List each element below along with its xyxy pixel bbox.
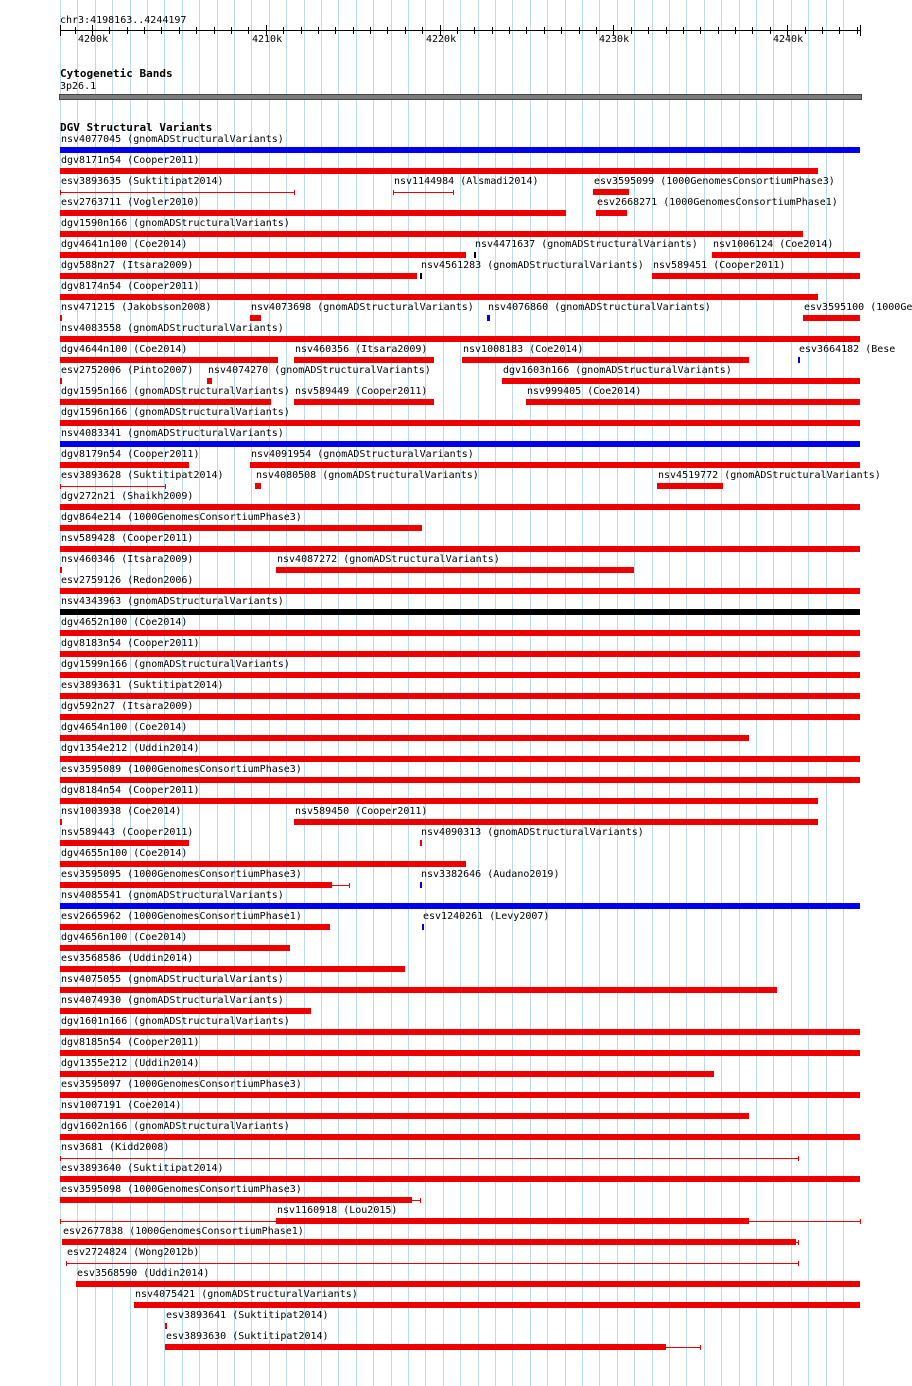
variant-end-cap [798,1240,799,1245]
variant-bar[interactable] [60,714,860,720]
minor-tick [561,27,562,34]
minor-tick [509,27,510,34]
variant-end-cap [860,1219,861,1224]
variant-bar[interactable] [60,1008,311,1014]
variant-label: esv2759126 (Redon2006) [61,575,194,586]
minor-tick [683,27,684,34]
variant-bar[interactable] [165,1344,666,1350]
variant-label: esv3568590 (Uddin2014) [77,1268,210,1279]
minor-tick [196,27,197,34]
variant-label: dgv1601n166 (gnomADStructuralVariants) [61,1016,290,1027]
variant-label: nsv589428 (Cooper2011) [61,533,194,544]
variant-bar[interactable] [60,1029,860,1035]
variant-label: nsv4083558 (gnomADStructuralVariants) [61,323,284,334]
minor-tick [735,27,736,34]
location-label: chr3:4198163..4244197 [60,15,187,26]
variant-label: dgv1602n166 (gnomADStructuralVariants) [61,1121,290,1132]
minor-tick [214,27,215,34]
minor-tick [666,27,667,34]
variant-bar[interactable] [60,546,860,552]
variant-bar[interactable] [255,483,261,489]
variant-label: esv3595098 (1000GenomesConsortiumPhase3) [61,1184,302,1195]
variant-bar[interactable] [60,1092,860,1098]
variant-bar[interactable] [294,357,434,363]
variant-bar[interactable] [420,273,422,279]
variant-label: nsv589451 (Cooper2011) [653,260,786,271]
variant-bar[interactable] [66,1263,798,1264]
variant-bar[interactable] [60,588,860,594]
variant-bar[interactable] [798,357,800,363]
variant-label: nsv460356 (Itsara2009) [295,344,428,355]
variant-bar[interactable] [487,315,490,321]
variant-end-cap [453,190,454,195]
minor-tick [579,27,580,34]
variant-bar[interactable] [165,1323,167,1329]
variant-label: esv3595089 (1000GenomesConsortiumPhase3) [61,764,302,775]
variant-label: nsv1160918 (Lou2015) [277,1205,398,1216]
dgv-track-title: DGV Structural Variants [60,121,213,134]
variant-bar[interactable] [60,840,189,846]
minor-tick [318,27,319,34]
variant-bar[interactable] [422,924,424,930]
variant-bar[interactable] [250,315,261,321]
variant-label: esv2752006 (Pinto2007) [61,365,194,376]
variant-bar[interactable] [60,231,803,237]
variant-label: nsv4087272 (gnomADStructuralVariants) [277,554,500,565]
variant-bar[interactable] [276,567,634,573]
variant-bar[interactable] [474,252,476,258]
ruler-end-tick [60,25,61,36]
variant-bar[interactable] [462,357,749,363]
minor-tick [492,27,493,34]
minor-tick [718,27,719,34]
variant-bar[interactable] [60,504,860,510]
variant-label: dgv1596n166 (gnomADStructuralVariants) [61,407,290,418]
variant-bar[interactable] [712,252,860,258]
variant-label: nsv589443 (Cooper2011) [61,827,194,838]
variant-label: nsv4075421 (gnomADStructuralVariants) [135,1289,358,1300]
minor-tick [405,27,406,34]
variant-label: esv3893630 (Suktitipat2014) [166,1331,329,1342]
variant-label: dgv1603n166 (gnomADStructuralVariants) [503,365,732,376]
variant-label: nsv4076860 (gnomADStructuralVariants) [488,302,711,313]
variant-label: dgv4654n100 (Coe2014) [61,722,188,733]
minor-tick [631,27,632,34]
cytoband-label: 3p26.1 [60,81,97,92]
variant-bar[interactable] [596,210,627,216]
minor-tick [161,27,162,34]
variant-label: dgv4644n100 (Coe2014) [61,344,188,355]
variant-bar[interactable] [60,609,860,615]
tick-label: 4200k [78,34,109,45]
variant-bar[interactable] [60,336,860,342]
variant-end-cap [798,1156,799,1161]
variant-end-cap [60,1219,61,1224]
variant-bar[interactable] [60,357,278,363]
minor-tick [301,27,302,34]
variant-label: dgv1595n166 (gnomADStructuralVariants) [61,386,290,397]
minor-tick [353,27,354,34]
variant-bar[interactable] [62,1239,796,1245]
variant-bar[interactable] [60,672,860,678]
minor-tick [526,27,527,34]
minor-tick [822,27,823,34]
tick-label: 4240k [773,34,804,45]
variant-label: esv2677838 (1000GenomesConsortiumPhase1) [63,1226,304,1237]
minor-tick [596,27,597,34]
variant-bar[interactable] [60,168,818,174]
minor-tick [75,27,76,34]
tick-label: 4220k [426,34,457,45]
variant-label: esv3595097 (1000GenomesConsortiumPhase3) [61,1079,302,1090]
variant-label: nsv471215 (Jakobsson2008) [61,302,212,313]
variant-bar[interactable] [652,273,860,279]
variant-label: nsv4561283 (gnomADStructuralVariants) [421,260,644,271]
variant-label: esv3893640 (Suktitipat2014) [61,1163,224,1174]
variant-label: nsv1144984 (Alsmadi2014) [394,176,539,187]
variant-label: dgv8174n54 (Cooper2011) [61,281,200,292]
variant-bar[interactable] [393,192,453,193]
variant-bar[interactable] [60,903,860,909]
variant-bar[interactable] [60,441,860,447]
variant-bar[interactable] [803,315,860,321]
minor-tick [370,27,371,34]
variant-bar[interactable] [420,840,422,846]
variant-label: nsv4075055 (gnomADStructuralVariants) [61,974,284,985]
variant-bar[interactable] [60,693,860,699]
minor-tick [144,27,145,34]
variant-label: nsv460346 (Itsara2009) [61,554,194,565]
variant-bar[interactable] [60,1071,714,1077]
variant-bar[interactable] [60,756,860,762]
variant-bar[interactable] [60,945,290,951]
variant-end-cap [798,1261,799,1266]
variant-label: esv2668271 (1000GenomesConsortiumPhase1) [597,197,838,208]
variant-label: nsv4074930 (gnomADStructuralVariants) [61,995,284,1006]
cytoband-track-title: Cytogenetic Bands [60,67,173,80]
minor-tick [752,27,753,34]
minor-tick [283,27,284,34]
variant-bar[interactable] [60,486,165,487]
variant-label: dgv4652n100 (Coe2014) [61,617,188,628]
minor-tick [770,27,771,34]
variant-label: nsv1008183 (Coe2014) [463,344,584,355]
variant-bar[interactable] [60,987,777,993]
variant-label: dgv8179n54 (Cooper2011) [61,449,200,460]
variant-bar[interactable] [60,273,417,279]
variant-label: dgv8183n54 (Cooper2011) [61,638,200,649]
ruler-axis [60,30,860,31]
variant-bar[interactable] [60,1197,412,1203]
tick-label: 4210k [252,34,283,45]
variant-bar[interactable] [526,399,860,405]
variant-bar[interactable] [593,189,629,195]
minor-tick [839,27,840,34]
variant-label: nsv4080508 (gnomADStructuralVariants) [256,470,479,481]
minor-tick [422,27,423,34]
variant-bar[interactable] [60,210,566,216]
variant-label: dgv4656n100 (Coe2014) [61,932,188,943]
variant-label: nsv1003938 (Coe2014) [61,806,182,817]
variant-bar[interactable] [60,651,860,657]
variant-bar[interactable] [60,294,818,300]
variant-bar[interactable] [60,630,860,636]
minor-tick [231,27,232,34]
ruler-end-tick [860,25,861,36]
variant-bar[interactable] [60,882,332,888]
variant-label: nsv4077045 (gnomADStructuralVariants) [61,134,284,145]
variant-label: dgv1590n166 (gnomADStructuralVariants) [61,218,290,229]
variant-label: esv3664182 (Bese [799,344,896,355]
variant-bar[interactable] [60,315,62,321]
variant-label: nsv4074270 (gnomADStructuralVariants) [208,365,431,376]
variant-label: esv3595095 (1000GenomesConsortiumPhase3) [61,869,302,880]
variant-bar[interactable] [60,777,860,783]
variant-label: dgv8184n54 (Cooper2011) [61,785,200,796]
variant-label: dgv592n27 (Itsara2009) [61,701,194,712]
variant-label: nsv4519772 (gnomADStructuralVariants) [658,470,881,481]
variant-label: esv3893631 (Suktitipat2014) [61,680,224,691]
variant-bar[interactable] [60,567,62,573]
variant-bar[interactable] [207,378,212,384]
variant-label: dgv8171n54 (Cooper2011) [61,155,200,166]
variant-label: esv1240261 (Levy2007) [423,911,550,922]
variant-label: nsv3681 (Kidd2008) [61,1142,170,1153]
variant-bar[interactable] [502,378,860,384]
variant-bar[interactable] [60,525,422,531]
tick-label: 4230k [599,34,630,45]
variant-bar[interactable] [60,252,466,258]
variant-label: esv2724824 (Wong2012b) [67,1247,200,1258]
variant-label: esv3568586 (Uddin2014) [61,953,194,964]
variant-bar[interactable] [76,1281,860,1287]
minor-tick [109,27,110,34]
minor-tick [648,27,649,34]
variant-label: dgv4641n100 (Coe2014) [61,239,188,250]
variant-end-cap [294,190,295,195]
variant-label: nsv4343963 (gnomADStructuralVariants) [61,596,284,607]
variant-label: esv3595100 (1000Ge [804,302,912,313]
variant-bar[interactable] [60,147,860,153]
variant-bar[interactable] [294,819,818,825]
minor-tick [248,27,249,34]
minor-tick [335,27,336,34]
variant-bar[interactable] [60,924,330,930]
variant-bar[interactable] [60,1158,798,1159]
variant-bar[interactable] [60,462,189,468]
variant-label: esv3893635 (Suktitipat2014) [61,176,224,187]
variant-bar[interactable] [60,819,62,825]
variant-label: nsv1006124 (Coe2014) [713,239,834,250]
variant-bar[interactable] [60,966,405,972]
variant-label: dgv1354e212 (Uddin2014) [61,743,200,754]
variant-label: dgv1599n166 (gnomADStructuralVariants) [61,659,290,670]
variant-bar[interactable] [60,798,818,804]
minor-tick [857,27,858,34]
minor-tick [387,27,388,34]
variant-label: dgv8185n54 (Cooper2011) [61,1037,200,1048]
variant-label: nsv4471637 (gnomADStructuralVariants) [475,239,698,250]
cytoband-bar[interactable] [59,94,862,100]
variant-label: nsv4091954 (gnomADStructuralVariants) [251,449,474,460]
variant-label: dgv1355e212 (Uddin2014) [61,1058,200,1069]
variant-bar[interactable] [60,1050,860,1056]
minor-tick [700,27,701,34]
variant-bar[interactable] [60,192,294,193]
variant-label: esv3893628 (Suktitipat2014) [61,470,224,481]
variant-label: nsv999405 (Coe2014) [527,386,642,397]
variant-bar[interactable] [134,1302,860,1308]
variant-bar[interactable] [276,1218,749,1224]
variant-label: esv3595099 (1000GenomesConsortiumPhase3) [594,176,835,187]
variant-bar[interactable] [60,1176,860,1182]
variant-label: nsv4073698 (gnomADStructuralVariants) [251,302,474,313]
minor-tick [474,27,475,34]
variant-label: nsv589449 (Cooper2011) [295,386,428,397]
variant-label: dgv588n27 (Itsara2009) [61,260,194,271]
variant-bar[interactable] [60,861,466,867]
variant-bar[interactable] [60,399,271,405]
minor-tick [179,27,180,34]
variant-bar[interactable] [657,483,723,489]
variant-label: esv2665962 (1000GenomesConsortiumPhase1) [61,911,302,922]
variant-label: nsv1007191 (Coe2014) [61,1100,182,1111]
variant-label: dgv864e214 (1000GenomesConsortiumPhase3) [61,512,302,523]
variant-end-cap [349,883,350,888]
variant-label: nsv3382646 (Audano2019) [421,869,560,880]
variant-label: nsv4085541 (gnomADStructuralVariants) [61,890,284,901]
variant-bar[interactable] [60,735,749,741]
variant-bar[interactable] [60,1134,860,1140]
variant-label: esv2763711 (Vogler2010) [61,197,200,208]
minor-tick [544,27,545,34]
minor-tick [457,27,458,34]
variant-bar[interactable] [60,1113,749,1119]
variant-bar[interactable] [294,399,434,405]
variant-label: dgv4655n100 (Coe2014) [61,848,188,859]
variant-bar[interactable] [250,462,860,468]
variant-end-cap [165,484,166,489]
variant-end-cap [700,1345,701,1350]
variant-bar[interactable] [420,882,422,888]
variant-end-cap [420,1198,421,1203]
variant-bar[interactable] [60,420,860,426]
variant-label: dgv272n21 (Shaikh2009) [61,491,194,502]
variant-label: nsv589450 (Cooper2011) [295,806,428,817]
variant-bar[interactable] [60,378,62,384]
minor-tick [127,27,128,34]
variant-label: nsv4090313 (gnomADStructuralVariants) [421,827,644,838]
minor-tick [805,27,806,34]
variant-label: esv3893641 (Suktitipat2014) [166,1310,329,1321]
variant-label: nsv4083341 (gnomADStructuralVariants) [61,428,284,439]
